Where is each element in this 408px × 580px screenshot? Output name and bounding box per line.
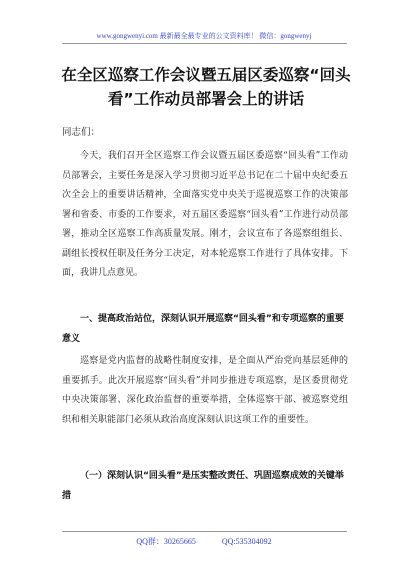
salutation: 同志们： [62,127,101,138]
section-heading-1: 一、提高政治站位，深刻认识开展巡察“回头看”和专项巡察的重要意义 [62,314,344,344]
site-footer [0,536,408,547]
header-divider [62,43,347,44]
paragraph-section-1: 巡察是党内监督的战略性制度安排，是全面从严治党向基层延伸的重要抓手。此次开展巡察“回头看”并同步推进专项巡察，是区委贯彻党中央决策部署、深化政治监督的重要举措，全体巡察干部、被巡察党组织和相关职能部门必须从政治高度深刻认识这项工作的重要性。 [62,356,348,425]
paragraph-intro: 今天，我们召开全区巡察工作会议暨五届区委巡察“回头看”工作动员部署会，主要任务是深入学习贯彻习近平总书记在二十届中央纪委五次全会上的重要讲话精神，全面落实党中央关于巡视巡察工作的决策部署和省委、市委的工作要求，对五届区委巡察“回头看”工作进行动员部署，推动全区巡察工作高质量发展。刚才，会议宣布了各巡察组组长、副组长授权任职及任务分工决定，对本轮巡察工作进行了具体安排。下面，我讲几点意见。 [62,151,348,278]
qq-contact-link[interactable]: QQ:535304092 [221,537,272,546]
qq-group-link[interactable]: QQ群：30265665 [136,537,196,546]
footer-divider [62,531,347,532]
site-header[interactable]: www.gongwenyi.com 最新最全最专业的公文资料库！ 微信：gongwenyj [96,32,312,40]
subsection-heading-1: （一）深刻认识“回头看”是压实整改责任、巩固巡察成效的关键举措 [62,471,344,501]
document-title: 在全区巡察工作会议暨五届区委巡察“回头看”工作动员部署会上的讲话 [61,66,351,108]
